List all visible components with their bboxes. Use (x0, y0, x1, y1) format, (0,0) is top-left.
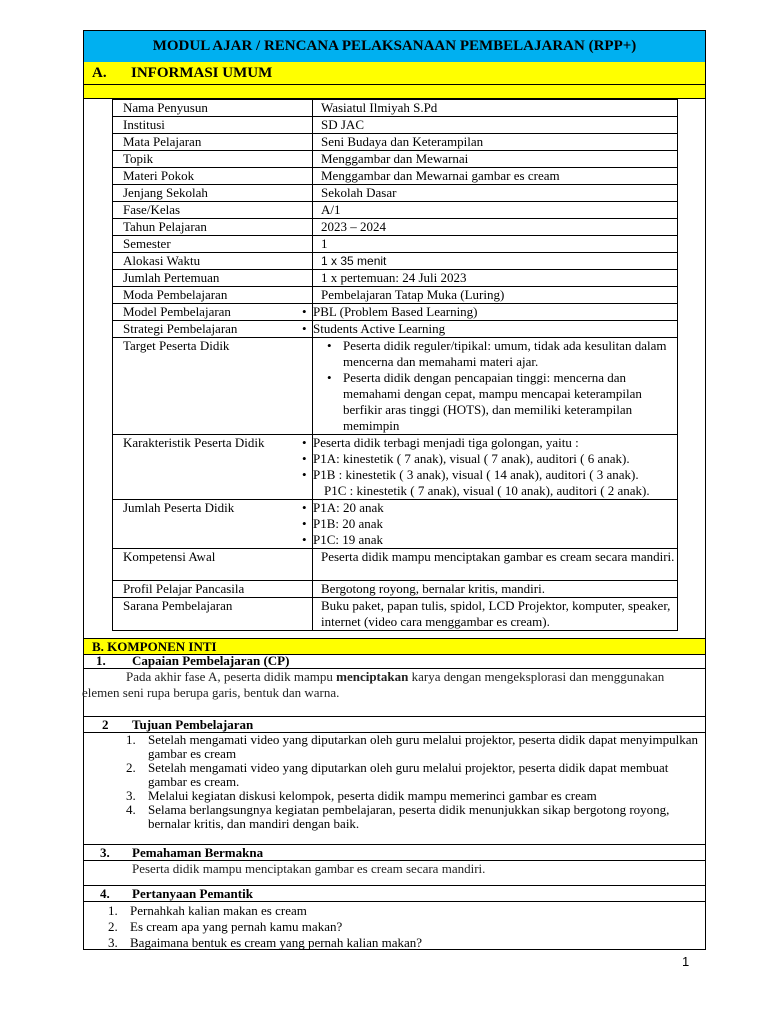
item-text: Pernahkah kalian makan es cream (130, 903, 307, 918)
info-key: Institusi (113, 117, 313, 134)
info-key: Kompetensi Awal (113, 549, 313, 581)
bullet-item: • Peserta didik terbagi menjadi tiga golongan, yaitu : (313, 435, 677, 451)
bullet-item: • P1B: 20 anak (313, 516, 677, 532)
divider (84, 901, 705, 902)
info-value: Sekolah Dasar (313, 185, 678, 202)
section-a-number: A. (92, 65, 107, 81)
pp-title: Pertanyaan Pemantik (132, 886, 253, 901)
item-number: 3. (126, 788, 136, 803)
info-value (313, 304, 678, 321)
cp-text: Pada akhir fase A, peserta didik mampu (126, 669, 337, 684)
info-value: 1 x 35 menit (313, 253, 678, 270)
bullet-item: • Students Active Learning (313, 321, 677, 337)
pb-number: 3. (100, 845, 110, 860)
info-key: Jenjang Sekolah (113, 185, 313, 202)
info-key: Materi Pokok (113, 168, 313, 185)
pp-list (108, 903, 688, 951)
info-key: Topik (113, 151, 313, 168)
item-text: Es cream apa yang pernah kamu makan? (130, 919, 343, 934)
info-value (313, 321, 678, 338)
pp-heading (84, 886, 705, 901)
cp-heading (84, 653, 705, 668)
info-value (313, 435, 678, 500)
pb-text: Peserta didik mampu menciptakan gambar es cream secara mandiri. (132, 861, 486, 876)
bullet-item: P1C : kinestetik ( 7 anak), visual ( 10 anak), auditori ( 2 anak). (324, 483, 650, 498)
list-item (124, 761, 704, 789)
cp-title: Capaian Pembelajaran (CP) (132, 653, 290, 668)
bullet-item: • Peserta didik reguler/tipikal: umum, tidak ada kesulitan dalam mencerna dan memahami materi ajar. (321, 338, 677, 370)
section-a-label: INFORMASI UMUM (131, 65, 273, 81)
info-value: A/1 (313, 202, 678, 219)
info-value: Buku paket, papan tulis, spidol, LCD Projektor, komputer, speaker, internet (video cara menggambar es cream). (313, 598, 678, 631)
pb-heading (84, 845, 705, 860)
cp-paragraph-line1 (126, 669, 706, 685)
info-key: Semester (113, 236, 313, 253)
info-key: Alokasi Waktu (113, 253, 313, 270)
list-item (124, 789, 704, 803)
bullet-item: • P1A: kinestetik ( 7 anak), visual ( 7 anak), auditori ( 6 anak). (313, 451, 677, 467)
bullet-item: • P1A: 20 anak (313, 500, 677, 516)
tp-list (124, 733, 704, 831)
info-key: Karakteristik Peserta Didik (113, 435, 313, 500)
info-value: 1 x pertemuan: 24 Juli 2023 (313, 270, 678, 287)
tp-heading (84, 717, 705, 732)
item-number: 1. (108, 903, 118, 918)
item-number: 2. (126, 760, 136, 775)
info-value: 2023 – 2024 (313, 219, 678, 236)
cp-number: 1. (96, 653, 106, 668)
info-value: Menggambar dan Mewarnai (313, 151, 678, 168)
info-table (112, 99, 678, 631)
info-value (313, 500, 678, 549)
bullet-item: • Peserta didik dengan pencapaian tinggi: mencerna dan memahami dengan cepat, mampu mencapai keterampilan berfikir aras tinggi (HOTS), dan memiliki keterampilan memimpin (321, 370, 677, 434)
list-item (124, 803, 704, 831)
item-text: Selama berlangsungnya kegiatan pembelajaran, peserta didik menunjukkan sikap bergotong royong, bernalar kritis, dan mandiri dengan baik. (148, 802, 670, 831)
info-key: Model Pembelajaran (113, 304, 313, 321)
section-a-header (84, 62, 705, 85)
info-value: Bergotong royong, bernalar kritis, mandiri. (313, 581, 678, 598)
info-key: Tahun Pelajaran (113, 219, 313, 236)
pp-number: 4. (100, 886, 110, 901)
info-key: Moda Pembelajaran (113, 287, 313, 304)
document-frame (83, 30, 706, 950)
item-text: Setelah mengamati video yang diputarkan oleh guru melalui projektor, peserta didik dapat membuat gambar es cream. (148, 760, 669, 789)
item-number: 3. (108, 935, 118, 950)
info-key: Mata Pelajaran (113, 134, 313, 151)
bullet-item: • P1B : kinestetik ( 3 anak), visual ( 14 anak), auditori ( 3 anak). (313, 467, 677, 483)
bullet-item: • PBL (Problem Based Learning) (313, 304, 677, 320)
tp-title: Tujuan Pembelajaran (132, 717, 254, 732)
item-text: Bagaimana bentuk es cream yang pernah kalian makan? (130, 935, 423, 950)
cp-bold-text: menciptakan (336, 669, 409, 684)
info-key: Fase/Kelas (113, 202, 313, 219)
info-key: Nama Penyusun (113, 100, 313, 117)
info-key: Sarana Pembelajaran (113, 598, 313, 631)
bullet-item: • P1C: 19 anak (313, 532, 677, 548)
info-key: Jumlah Pertemuan (113, 270, 313, 287)
section-a-strip (84, 85, 705, 99)
list-item (124, 733, 704, 761)
document-title: MODUL AJAR / RENCANA PELAKSANAAN PEMBELAJARAN (RPP+) (84, 31, 705, 63)
list-item (108, 919, 688, 934)
section-b-label: B. KOMPONEN INTI (92, 639, 217, 654)
info-value: Wasiatul Ilmiyah S.Pd (313, 100, 678, 117)
cp-text: karya dengan mengeksplorasi dan menggunakan (408, 669, 665, 684)
info-value: Menggambar dan Mewarnai gambar es cream (313, 168, 678, 185)
tp-number: 2 (102, 717, 109, 732)
info-value: Seni Budaya dan Keterampilan (313, 134, 678, 151)
info-key: Profil Pelajar Pancasila (113, 581, 313, 598)
info-value (313, 338, 678, 435)
item-number: 4. (126, 802, 136, 817)
info-key: Jumlah Peserta Didik (113, 500, 313, 549)
cp-paragraph-line2: elemen seni rupa berupa garis, bentuk dan warna. (82, 685, 340, 700)
item-text: Melalui kegiatan diskusi kelompok, peserta didik mampu memerinci gambar es cream (148, 788, 597, 803)
info-value: Peserta didik mampu menciptakan gambar es cream secara mandiri. (313, 549, 678, 581)
pb-title: Pemahaman Bermakna (132, 845, 264, 860)
info-value: Pembelajaran Tatap Muka (Luring) (313, 287, 678, 304)
item-number: 1. (126, 732, 136, 747)
info-value: 1 (313, 236, 678, 253)
info-value: SD JAC (313, 117, 678, 134)
item-number: 2. (108, 919, 118, 934)
item-text: Setelah mengamati video yang diputarkan oleh guru melalui projektor, peserta didik dapat menyimpulkan gambar es cream (148, 732, 699, 761)
info-key: Target Peserta Didik (113, 338, 313, 435)
list-item (108, 935, 688, 950)
info-key: Strategi Pembelajaran (113, 321, 313, 338)
page-number: 1 (682, 954, 690, 969)
list-item (108, 903, 688, 918)
